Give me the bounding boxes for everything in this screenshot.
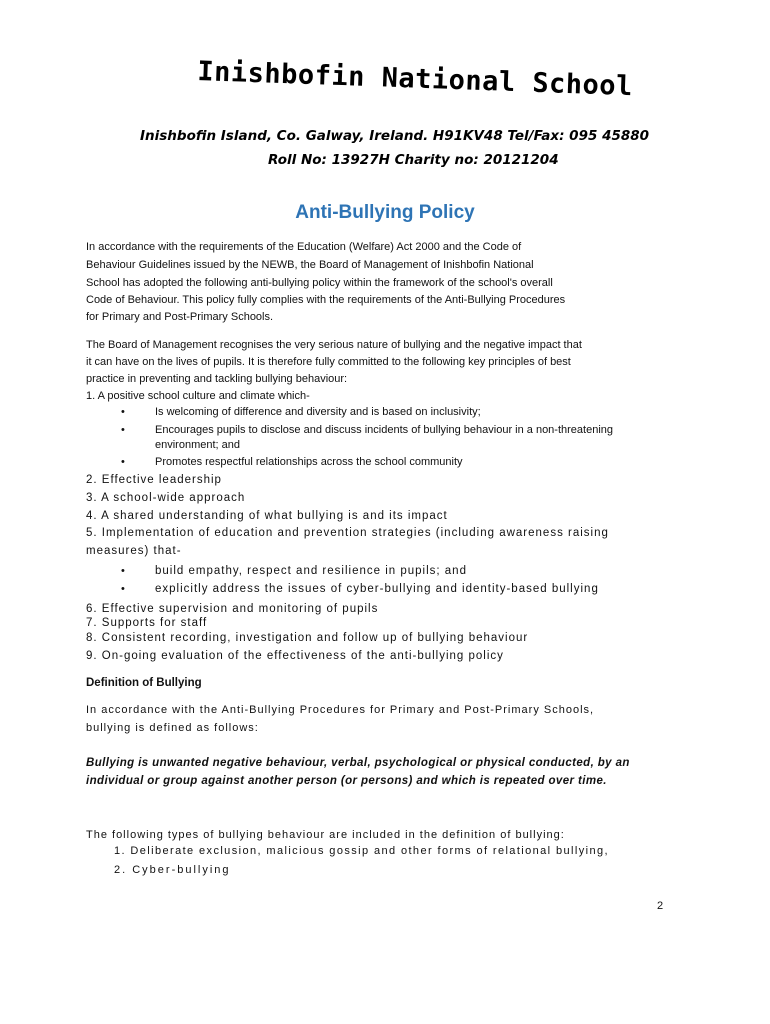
principle-item: 4. A shared understanding of what bullying is and its impact <box>86 510 448 522</box>
roll-charity-line: Roll No: 13927H Charity no: 20121204 <box>268 152 559 168</box>
principle-item: 7. Supports for staff <box>86 617 208 629</box>
types-intro: The following types of bullying behaviour are included in the definition of bullying: <box>86 829 565 841</box>
bullet-item: Is welcoming of difference and diversity and is based on inclusivity; <box>155 406 481 418</box>
policy-title: Anti-Bullying Policy <box>295 202 475 223</box>
bullet-icon: • <box>121 424 125 436</box>
bullet-icon: • <box>121 565 125 577</box>
principle-item: 1. A positive school culture and climate which- <box>86 390 310 402</box>
type-item: 2. Cyber-bullying <box>114 864 231 876</box>
intro-line: Code of Behaviour. This policy fully complies with the requirements of the Anti-Bullying Procedures <box>86 294 566 306</box>
principle-item: 3. A school-wide approach <box>86 492 246 504</box>
bullet-item: build empathy, respect and resilience in pupils; and <box>155 565 467 577</box>
bullet-item: Promotes respectful relationships across the school community <box>155 456 463 468</box>
page-number: 2 <box>657 900 664 912</box>
bullet-item: explicitly address the issues of cyber-bullying and identity-based bullying <box>155 583 599 595</box>
bullet-icon: • <box>121 583 125 595</box>
intro-line: Behaviour Guidelines issued by the NEWB, the Board of Management of Inishbofin National <box>86 259 534 271</box>
principle-item: 6. Effective supervision and monitoring of pupils <box>86 603 379 615</box>
principle-item-continuation: measures) that- <box>86 545 182 557</box>
principle-item: 5. Implementation of education and prevention strategies (including awareness raising <box>86 527 609 539</box>
bullet-item-continuation: environment; and <box>155 439 240 451</box>
intro-line: In accordance with the requirements of the Education (Welfare) Act 2000 and the Code of <box>86 241 522 253</box>
board-line: practice in preventing and tackling bullying behaviour: <box>86 373 348 385</box>
school-name-heading: Inishbofin National School <box>196 56 634 103</box>
intro-line: for Primary and Post-Primary Schools. <box>86 311 274 323</box>
principle-item: 2. Effective leadership <box>86 474 222 486</box>
intro-line: School has adopted the following anti-bullying policy within the framework of the school's overall <box>86 277 553 289</box>
principle-item: 8. Consistent recording, investigation and follow up of bullying behaviour <box>86 632 529 644</box>
school-address-line: Inishbofin Island, Co. Galway, Ireland. H91KV48 Tel/Fax: 095 45880 <box>140 128 650 144</box>
definition-intro-line: bullying is defined as follows: <box>86 722 259 734</box>
bullying-definition-text: Bullying is unwanted negative behaviour, verbal, psychological or physical conducted, by an individual or group against another person (or persons) and which is repeated over time. <box>86 757 630 787</box>
board-line: The Board of Management recognises the very serious nature of bullying and the negative impact that <box>86 339 582 351</box>
board-line: it can have on the lives of pupils. It is therefore fully committed to the following key principles of best <box>86 356 571 368</box>
bullet-item: Encourages pupils to disclose and discuss incidents of bullying behaviour in a non-threatening <box>155 424 614 436</box>
type-item: 1. Deliberate exclusion, malicious gossip and other forms of relational bullying, <box>114 845 609 857</box>
definition-heading: Definition of Bullying <box>86 677 202 689</box>
principle-item: 9. On-going evaluation of the effectiveness of the anti-bullying policy <box>86 650 504 662</box>
bullet-icon: • <box>121 456 125 468</box>
bullet-icon: • <box>121 406 125 418</box>
definition-intro-line: In accordance with the Anti-Bullying Procedures for Primary and Post-Primary Schools, <box>86 704 595 716</box>
